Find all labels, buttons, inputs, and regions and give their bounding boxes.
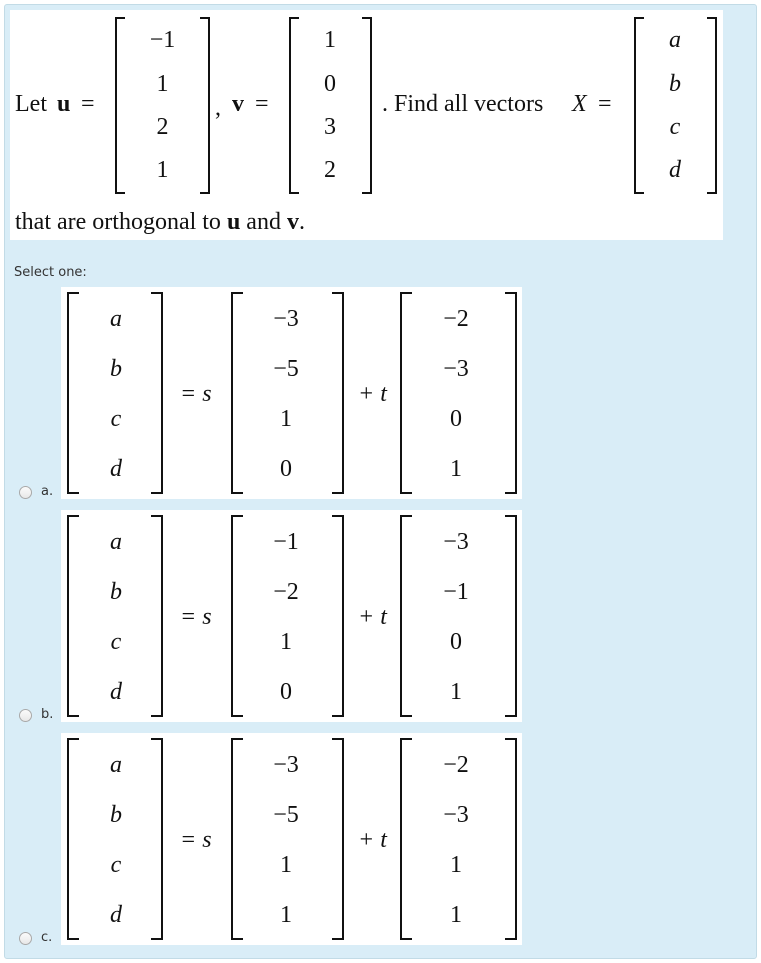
s-right-bracket [332,515,344,717]
lhs-entry: d [110,902,122,928]
X-name: X [572,91,587,117]
option-c-radio[interactable] [19,932,32,945]
u-right-bracket [200,17,210,194]
v-left-bracket [289,17,299,194]
question-text [10,10,723,240]
option-a[interactable] [0,287,761,502]
v-entry: 1 [324,27,336,53]
X-entry: a [669,27,681,53]
comma: , [215,95,221,121]
option-b-letter[interactable]: b. [41,707,54,722]
s-right-bracket [332,292,344,494]
lhs-entry: b [110,579,122,605]
X-right-bracket [707,17,717,194]
let-text: Let [15,91,47,117]
t-left-bracket [400,515,412,717]
t-left-bracket [400,738,412,940]
t-entry: −2 [443,306,469,332]
option-b-formula[interactable] [61,510,522,722]
X-left-bracket [634,17,644,194]
t-entry: 1 [450,679,462,705]
s-entry: 1 [280,902,292,928]
u-entry: 1 [156,157,169,183]
option-a-radio[interactable] [19,486,32,499]
t-right-bracket [505,515,517,717]
s-entry: −5 [273,802,299,828]
s-left-bracket [231,738,243,940]
equals-sign: = [255,91,269,117]
find-text: . Find all vectors [382,91,544,117]
s-entry: −2 [273,579,299,605]
u-left-bracket [115,17,125,194]
option-a-formula[interactable] [61,287,522,499]
t-right-bracket [505,738,517,940]
s-entry: 1 [280,852,292,878]
s-entry: −5 [273,356,299,382]
option-c[interactable] [0,733,761,948]
u-entry: 2 [156,114,169,140]
select-one-label: Select one: [14,265,87,280]
s-right-bracket [332,738,344,940]
t-left-bracket [400,292,412,494]
s-entry: −3 [273,752,299,778]
lhs-entry: b [110,802,122,828]
option-b-radio[interactable] [19,709,32,722]
lhs-entry: a [110,752,122,778]
t-entry: −3 [443,529,469,555]
option-c-letter[interactable]: c. [41,930,53,945]
u-name: u [57,91,71,117]
u-entry: 1 [156,71,169,97]
s-left-bracket [231,515,243,717]
s-entry: 1 [280,406,292,432]
lhs-entry: a [110,529,122,555]
t-term: + t [358,827,387,853]
t-entry: 1 [450,902,462,928]
s-entry: 0 [280,679,292,705]
t-entry: 1 [450,852,462,878]
s-entry: −1 [273,529,299,555]
v-right-bracket [362,17,372,194]
lhs-right-bracket [151,292,163,494]
t-entry: 0 [450,629,462,655]
t-entry: −3 [443,802,469,828]
s-entry: 1 [280,629,292,655]
equals-sign: = [598,91,612,117]
v-entry: 3 [324,114,336,140]
orthogonal-line: that are orthogonal to u and v. [15,209,305,235]
v-entry: 2 [324,157,336,183]
lhs-entry: c [110,629,122,655]
s-term: = s [180,827,212,853]
s-term: = s [180,604,212,630]
option-c-formula[interactable] [61,733,522,945]
X-entry: d [669,157,681,183]
t-term: + t [358,604,387,630]
X-entry: b [669,71,681,97]
lhs-left-bracket [67,738,79,940]
lhs-entry: d [110,679,122,705]
lhs-right-bracket [151,515,163,717]
lhs-entry: a [110,306,122,332]
s-term: = s [180,381,212,407]
option-a-letter[interactable]: a. [41,484,54,499]
t-entry: −2 [443,752,469,778]
lhs-left-bracket [67,515,79,717]
s-left-bracket [231,292,243,494]
lhs-left-bracket [67,292,79,494]
u-entry: −1 [149,27,176,53]
t-right-bracket [505,292,517,494]
equals-sign: = [81,91,95,117]
s-entry: 0 [280,456,292,482]
lhs-right-bracket [151,738,163,940]
s-entry: −3 [273,306,299,332]
v-name: v [232,91,244,117]
lhs-entry: c [110,406,122,432]
t-entry: 0 [450,406,462,432]
lhs-entry: c [110,852,122,878]
t-entry: −1 [443,579,469,605]
option-b[interactable] [0,510,761,725]
t-entry: −3 [443,356,469,382]
v-entry: 0 [324,71,336,97]
lhs-entry: b [110,356,122,382]
lhs-entry: d [110,456,122,482]
t-entry: 1 [450,456,462,482]
X-entry: c [669,114,681,140]
t-term: + t [358,381,387,407]
